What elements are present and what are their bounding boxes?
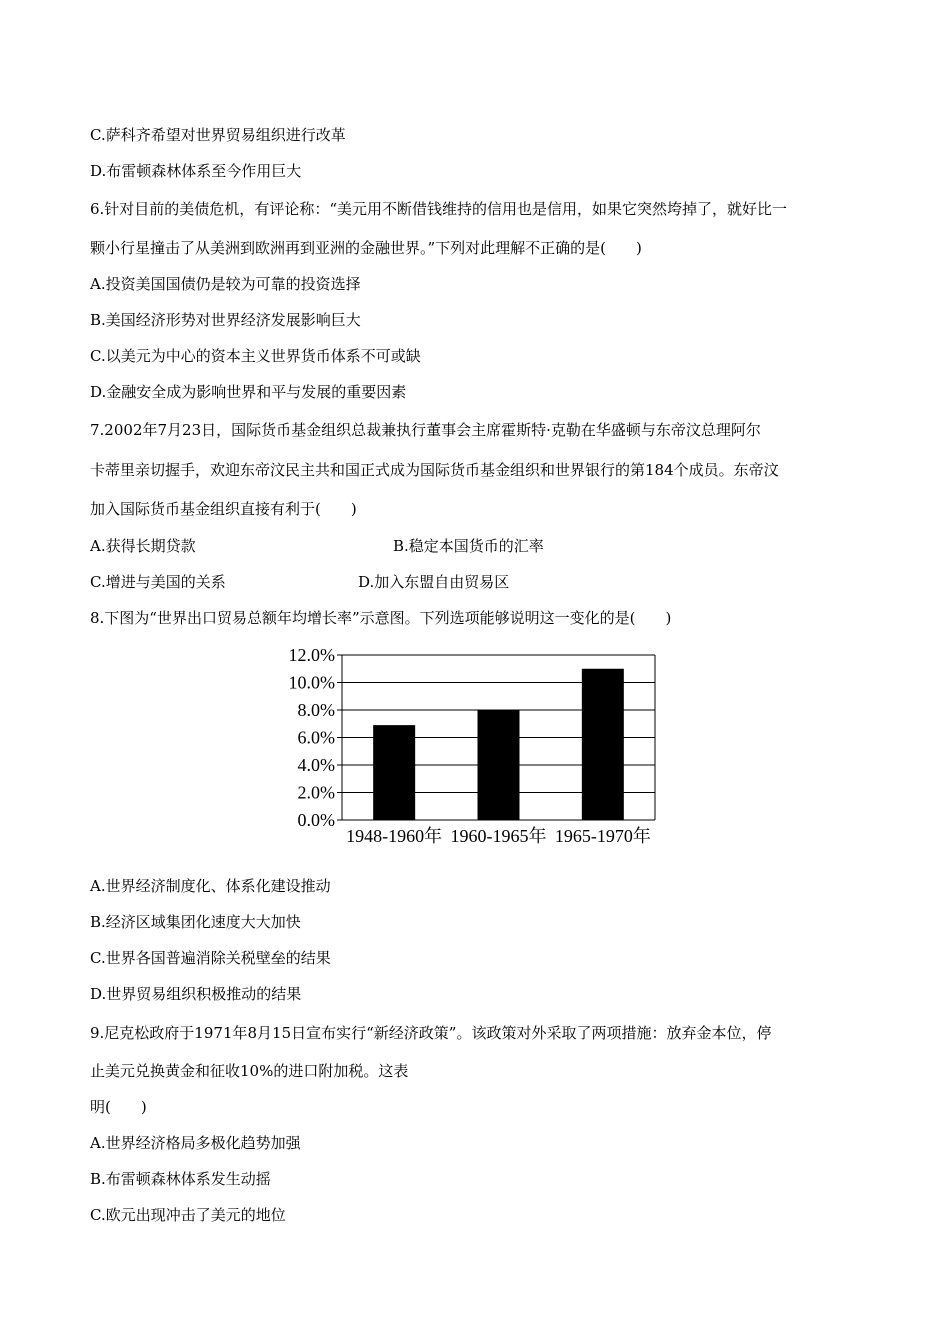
q9-option-b: B.布雷顿森林体系发生动摇 xyxy=(90,1170,271,1188)
q9-option-a: A.世界经济格局多极化趋势加强 xyxy=(90,1134,301,1152)
x-tick-label: 1948-1960年 xyxy=(346,826,443,846)
q9-option-c: C.欧元出现冲击了美元的地位 xyxy=(90,1206,286,1224)
q7-option-a: A.获得长期贷款 xyxy=(90,537,196,555)
q5-option-c: C.萨科齐希望对世界贸易组织进行改革 xyxy=(90,126,346,144)
q6-stem-line1: 6.针对目前的美债危机，有评论称：“美元用不断借钱维持的信用也是信用，如果它突然垮掉了，就好比一 xyxy=(90,200,787,218)
q9-stem-line1: 9.尼克松政府于1971年8月15日宣布实行“新经济政策”。该政策对外采取了两项措施：放弃金本位，停 xyxy=(90,1024,772,1042)
y-tick-label: 10.0% xyxy=(288,672,335,693)
q8-stem: 8.下图为“世界出口贸易总额年均增长率”示意图。下列选项能够说明这一变化的是( ) xyxy=(90,609,672,627)
y-tick-label: 8.0% xyxy=(297,700,335,720)
q7-stem-line3: 加入国际货币基金组织直接有利于( ) xyxy=(90,500,357,518)
q5-option-d: D.布雷顿森林体系至今作用巨大 xyxy=(90,162,302,180)
y-tick-label: 4.0% xyxy=(297,755,335,775)
growth-rate-bar-chart xyxy=(265,640,665,850)
q8-option-b: B.经济区域集团化速度大大加快 xyxy=(90,913,301,931)
q6-stem-line2: 颗小行星撞击了从美洲到欧洲再到亚洲的金融世界。”下列对此理解不正确的是( ) xyxy=(90,239,642,257)
q7-option-c: C.增进与美国的关系 xyxy=(90,573,226,591)
x-tick-label: 1965-1970年 xyxy=(554,826,651,846)
y-tick-label: 0.0% xyxy=(297,810,335,830)
x-tick-label: 1960-1965年 xyxy=(450,826,547,846)
q7-stem-line2: 卡蒂里亲切握手，欢迎东帝汶民主共和国正式成为国际货币基金组织和世界银行的第184个成员。东帝汶 xyxy=(90,461,779,479)
q9-stem-line2: 止美元兑换黄金和征收10%的进口附加税。这表 xyxy=(90,1062,409,1080)
y-tick-label: 2.0% xyxy=(297,782,335,803)
bar xyxy=(582,669,624,820)
q9-stem-line3: 明( ) xyxy=(90,1098,147,1116)
bar xyxy=(478,710,520,820)
q6-option-c: C.以美元为中心的资本主义世界货币体系不可或缺 xyxy=(90,347,421,365)
q6-option-a: A.投资美国国债仍是较为可靠的投资选择 xyxy=(90,275,361,293)
y-tick-label: 12.0% xyxy=(288,645,335,665)
q8-option-c: C.世界各国普遍消除关税壁垒的结果 xyxy=(90,949,331,967)
q6-option-d: D.金融安全成为影响世界和平与发展的重要因素 xyxy=(90,383,407,401)
q7-option-d: D.加入东盟自由贸易区 xyxy=(358,573,510,591)
y-tick-label: 6.0% xyxy=(297,727,335,748)
bar xyxy=(373,725,415,820)
q7-option-b: B.稳定本国货币的汇率 xyxy=(393,537,544,555)
q8-option-a: A.世界经济制度化、体系化建设推动 xyxy=(90,877,331,895)
q8-option-d: D.世界贸易组织积极推动的结果 xyxy=(90,985,302,1003)
q6-option-b: B.美国经济形势对世界经济发展影响巨大 xyxy=(90,311,361,329)
q7-stem-line1: 7.2002年7月23日，国际货币基金组织总裁兼执行董事会主席霍斯特·克勒在华盛顿与东帝汶总理阿尔 xyxy=(90,421,761,439)
